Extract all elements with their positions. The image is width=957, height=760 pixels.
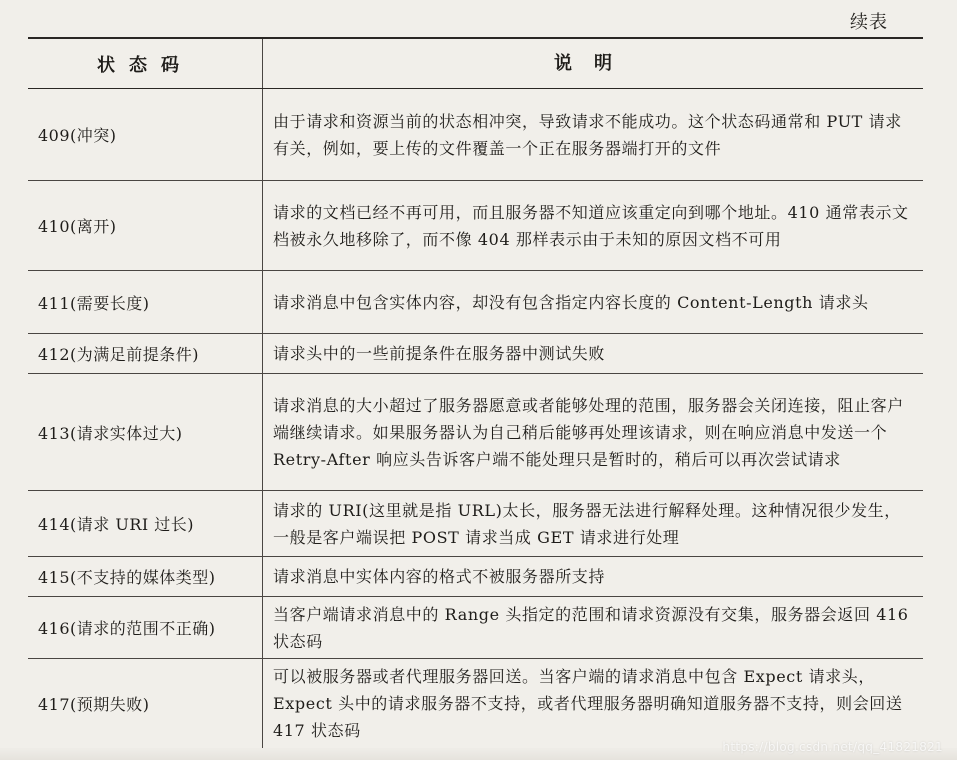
- table-row: [28, 597, 923, 659]
- status-code-cell: 410(离开): [28, 181, 263, 270]
- status-code-cell: 412(为满足前提条件): [28, 334, 263, 373]
- description-text: 可以被服务器或者代理服务器回送。当客户端的请求消息中包含 Expect 请求头，Expect 头中的请求服务器不支持，或者代理服务器明确知道服务器不支持，则会回送 417 状态码: [273, 667, 903, 740]
- status-code-table: [28, 37, 923, 749]
- bleed-through-header: [300, 2, 770, 22]
- column-header-status-code: 状态码: [28, 39, 263, 88]
- table-row: [28, 557, 923, 597]
- table-row: [28, 374, 923, 491]
- description-cell: [263, 557, 923, 596]
- description-text: 请求消息的大小超过了服务器愿意或者能够处理的范围，服务器会关闭连接，阻止客户端继续请求。如果服务器认为自己稍后能够再处理该请求，则在响应消息中发送一个 Retry-After 响应头告诉客户端不能处理只是暂时的，稍后可以再次尝试请求: [273, 395, 904, 469]
- description-text: 请求头中的一些前提条件在服务器中测试失败: [273, 344, 606, 363]
- description-cell: [263, 271, 923, 333]
- continued-label: 续表: [850, 12, 888, 33]
- status-code-cell: 415(不支持的媒体类型): [28, 557, 263, 596]
- table-row: [28, 491, 923, 557]
- watermark: https://blog.csdn.net/qq_41821821: [722, 740, 943, 754]
- table-row: [28, 659, 923, 749]
- table-row: [28, 181, 923, 271]
- table-header-row: [28, 39, 923, 89]
- table-row: [28, 271, 923, 334]
- status-code-cell: 416(请求的范围不正确): [28, 597, 263, 658]
- status-code-cell: 409(冲突): [28, 89, 263, 180]
- status-code-cell: 414(请求 URI 过长): [28, 491, 263, 556]
- description-text: 请求的文档已经不再可用，而且服务器不知道应该重定向到哪个地址。410 通常表示文档被永久地移除了，而不像 404 那样表示由于未知的原因文档不可用: [273, 202, 909, 249]
- description-cell: [263, 89, 923, 180]
- description-text: 请求消息中实体内容的格式不被服务器所支持: [273, 567, 606, 586]
- table-row: [28, 89, 923, 181]
- description-cell: [263, 374, 923, 490]
- column-header-description: 说明: [554, 53, 634, 74]
- status-code-cell: 413(请求实体过大): [28, 374, 263, 490]
- description-cell: [263, 334, 923, 373]
- description-cell: [263, 597, 923, 658]
- description-text: 请求的 URI(这里就是指 URL)太长，服务器无法进行解释处理。这种情况很少发生，一般是客户端误把 POST 请求当成 GET 请求进行处理: [273, 500, 901, 547]
- status-code-cell: 417(预期失败): [28, 659, 263, 748]
- description-text: 请求消息中包含实体内容，却没有包含指定内容长度的 Content-Length 请求头: [273, 292, 869, 312]
- description-text: 由于请求和资源当前的状态相冲突，导致请求不能成功。这个状态码通常和 PUT 请求有关，例如，要上传的文件覆盖一个正在服务器端打开的文件: [273, 111, 902, 158]
- status-code-cell: 411(需要长度): [28, 271, 263, 333]
- description-cell: [263, 659, 923, 748]
- description-cell: [263, 181, 923, 270]
- table-row: [28, 334, 923, 374]
- description-text: 当客户端请求消息中的 Range 头指定的范围和请求资源没有交集，服务器会返回 416 状态码: [273, 604, 909, 651]
- description-cell: [263, 491, 923, 556]
